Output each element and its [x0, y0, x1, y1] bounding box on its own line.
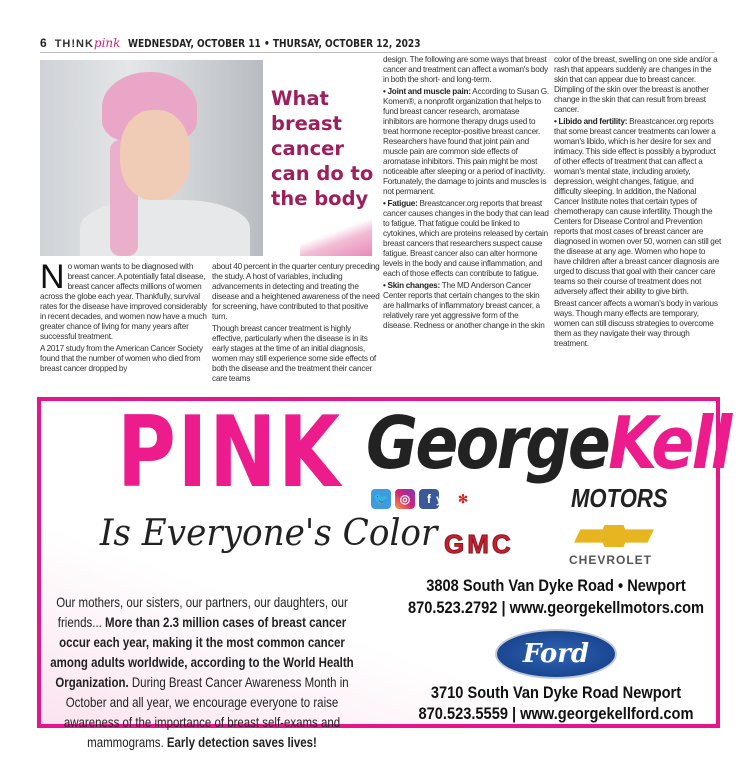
instagram-icon[interactable]: ◎	[395, 489, 415, 509]
ad-message: Our mothers, our sisters, our partners, our daughters, our friends... More than 2.3 million cases of breast cancer occur each year, making it the most common cancer among adults worldwide, according to the World Health Organization. During Breast Cancer Awareness Month in October and all year, we encourage everyone to raise awareness of the importance of breast self-exams and mammograms. Early detection saves lives!	[50, 594, 354, 750]
article-headline: What breast cancer can do to the body	[271, 87, 374, 210]
article-column-2: about 40 percent in the quarter century preceding the study. A host of variables, including advancements in detecting and treating the disease and a heightened awareness of the need for screening, have contributed to that positive turn. Though breast cancer treatment is highly effective, particularly when the disease is in its early stages at the time of an initial diagnosis, women may still experience some side effects of both the disease and the treatment their cancer care teams	[212, 262, 380, 383]
article-column-1: No woman wants to be diagnosed with breast cancer. A potentially fatal disease, breast cancer affects millions of women across the globe each year. Thankfully, survival rates for the disease have improved considerably in recent decades, and women now have a much greater chance of living for many years after successful treatment. A 2017 study from the American Cancer Society found that the number of women who died from breast cancer dropped by	[40, 258, 208, 373]
social-links	[371, 489, 469, 509]
issue-date: WEDNESDAY, OCTOBER 11 • THURSAY, OCTOBER 12, 2023	[128, 37, 421, 50]
page-number: 6	[40, 36, 47, 50]
gmc-logo: GMC	[444, 529, 514, 559]
page-header	[40, 36, 715, 53]
think-pink-logo: TH!NKpink	[54, 36, 121, 50]
ford-address: 3710 South Van Dyke Road Newport	[430, 683, 682, 702]
yelp-icon[interactable]: yelp ✻	[435, 492, 469, 506]
facebook-icon[interactable]: f	[419, 489, 439, 509]
chevrolet-label: CHEVROLET	[569, 553, 653, 567]
ford-logo: Ford	[495, 629, 617, 679]
george-kell-logo: GeorgeKell	[366, 401, 730, 485]
george-kell-advertisement	[37, 396, 730, 750]
pink-title: PINK	[117, 396, 342, 510]
chevrolet-bowtie-icon	[574, 525, 654, 547]
decorative-wave	[300, 218, 372, 256]
ford-contact: 870.523.5559 | www.georgekellford.com	[418, 704, 694, 723]
motors-address: 3808 South Van Dyke Road • Newport	[426, 576, 686, 595]
script-tagline: Is Everyone's Color	[99, 513, 438, 554]
motors-contact: 870.523.2792 | www.georgekellmotors.com	[407, 598, 705, 617]
drop-cap: N	[40, 258, 65, 296]
article-column-3: design. The following are some ways that breast cancer and treatment can affect a woman's body in both the short- and long-term. • Joint and muscle pain: According to Susan G. Komen®, a nonprofit organization that helps to fund breast cancer research, aromatase inhibitors are hormone therapy drugs used to treat hormone receptor-positive breast cancer. Researchers have found that joint pain and muscle pain are common side effects of aromatase inhibitors. This pain might be most noticeable after sleeping or a period of inactivity. Fortunately, the damage to joints and muscles is not permanent. • Fatigue: Breastcancer.org reports that breast cancer causes changes in the body that can lead to fatigue. That fatigue could be linked to cytokines, which are proteins released by certain breast cancers that researchers suspect cause fatigue. Breast cancer also can alter hormone levels in the body and cause inflammation, and each of those effects can contribute to fatigue. • Skin changes: The MD Anderson Cancer Center reports that certain changes to the skin are hallmarks of inflammatory breast cancer, a relatively rare yet aggressive form of the disease. Redness or another change in the skin	[383, 55, 550, 330]
twitter-icon[interactable]: 🐦	[371, 489, 391, 509]
article-column-4: color of the breast, swelling on one side and/or a rash that appears suddenly are changes in the skin that can appear due to breast cancer. Dimpling of the skin over the breast is another change in the skin that can result from breast cancer. • Libido and fertility: Breastcancer.org reports that some breast cancer treatments can lower a woman's libido, which is her desire for sex and intimacy. This side effect is possibly a byproduct of other effects of treatment that can affect a woman's mental state, including anxiety, depression, weight changes, fatigue, and difficulty sleeping. In addition, the National Cancer Institute notes that certain types of chemotherapy can cause infertility. Though the Centers for Disease Control and Prevention reports that most cases of breast cancer are diagnosed in women over 50, women can still get the disease at any age. Women who hope to have children after a breast cancer diagnosis are urged to discuss that goal with their cancer care teams so their course of treatment does not adversely affect their ability to give birth. Breast cancer affects a woman's body in various ways. Though many effects are temporary, women can still discuss strategies to overcome them as they navigate their way through treatment.	[554, 55, 722, 348]
motors-label: MOTORS	[571, 483, 668, 513]
woman-photo	[40, 60, 263, 256]
